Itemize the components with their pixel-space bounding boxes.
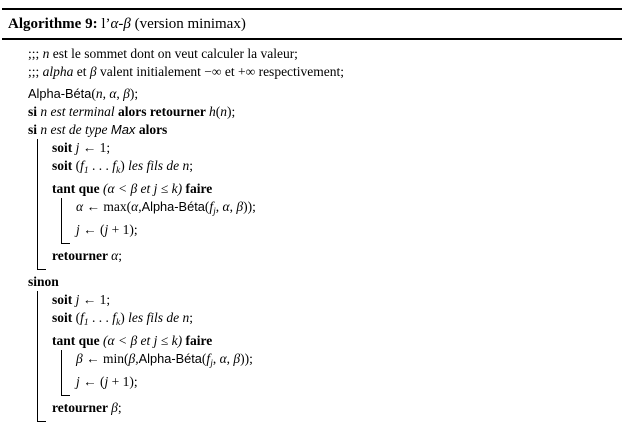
text-segment: Alpha-Béta	[28, 85, 92, 101]
text-segment: retourner	[52, 399, 112, 415]
text-segment: ;	[117, 399, 122, 415]
text-segment: soit	[52, 157, 76, 173]
text-segment: + 1);	[108, 221, 138, 237]
text-segment: (	[204, 198, 210, 214]
text-segment: 1	[83, 317, 89, 328]
algorithm-title	[2, 10, 622, 38]
text-segment: f	[112, 309, 117, 325]
text-segment: f	[80, 309, 84, 325]
text-segment: tant que	[52, 180, 104, 196]
text-segment: les fils de n	[128, 309, 190, 325]
text-segment: j	[104, 373, 109, 389]
text-segment: α	[110, 16, 119, 32]
text-segment: β	[76, 350, 83, 366]
text-segment: k	[116, 317, 121, 328]
beta-update	[76, 350, 622, 373]
text-segment: ← (	[79, 221, 105, 237]
children-list	[52, 309, 622, 332]
text-segment: j	[104, 221, 109, 237]
text-segment: les fils de n	[128, 157, 190, 173]
text-segment: est le sommet dont on veut calculer la valeur;	[49, 45, 298, 61]
min-block	[37, 291, 622, 422]
text-segment: ← 1;	[79, 291, 111, 307]
text-segment: ,	[229, 198, 237, 214]
text-segment: + 1);	[108, 373, 138, 389]
text-segment: )	[120, 309, 129, 325]
text-segment: (α < β et j ≤ k)	[103, 180, 183, 196]
text-segment: j	[213, 206, 216, 217]
text-segment: alors retourner	[118, 103, 209, 119]
text-segment: β	[128, 350, 136, 366]
text-segment: (	[91, 85, 96, 101]
text-segment: ;	[189, 309, 194, 325]
text-segment: ← (	[79, 373, 105, 389]
text-segment: ,	[138, 198, 142, 214]
while-body	[61, 198, 622, 244]
text-segment: valent initialement −∞ et +∞ respectivement;	[96, 63, 345, 79]
text-segment: Max	[110, 121, 136, 137]
increment-j	[76, 221, 622, 239]
text-segment: ← min(	[82, 350, 129, 366]
algorithm-body	[2, 40, 622, 422]
text-segment: f	[80, 157, 84, 173]
text-segment: Alpha-Béta	[138, 350, 202, 366]
text-segment: (	[201, 350, 207, 366]
text-segment: soit	[52, 139, 76, 155]
text-segment: j	[76, 221, 80, 237]
else	[28, 273, 622, 291]
text-segment: n	[220, 103, 227, 119]
text-segment: sinon	[28, 273, 59, 289]
max-block	[37, 139, 622, 270]
text-segment: j	[75, 139, 80, 155]
text-segment: j	[75, 291, 80, 307]
text-segment: α	[222, 198, 230, 214]
text-segment: k	[116, 165, 121, 176]
text-segment: j	[76, 373, 80, 389]
text-segment: f	[112, 157, 117, 173]
text-segment: n est de type	[40, 121, 111, 137]
comment-input	[28, 45, 622, 63]
text-segment: f	[209, 198, 214, 214]
text-segment: (version minimax)	[130, 16, 246, 32]
text-segment: (	[75, 157, 81, 173]
text-segment: ;	[189, 157, 194, 173]
text-segment: alors	[135, 121, 168, 137]
text-segment: ));	[243, 198, 256, 214]
text-segment: l’	[97, 16, 111, 32]
text-segment: faire	[182, 332, 213, 348]
if-terminal	[28, 103, 622, 121]
text-segment: α	[76, 198, 84, 214]
text-segment: . . .	[88, 157, 113, 173]
text-segment: alpha	[42, 63, 74, 79]
text-segment: β	[233, 350, 241, 366]
text-segment: (	[75, 309, 81, 325]
text-segment: β	[123, 16, 131, 32]
text-segment: ,	[226, 350, 234, 366]
text-segment: (α < β et j ≤ k)	[103, 332, 183, 348]
text-segment: β	[89, 63, 97, 79]
text-segment: (	[215, 103, 221, 119]
text-segment: )	[120, 157, 129, 173]
while-body	[61, 350, 622, 396]
text-segment: β	[123, 85, 130, 101]
text-segment: n	[42, 45, 50, 61]
text-segment: soit	[52, 291, 76, 307]
text-segment: . . .	[88, 309, 113, 325]
text-segment: β	[111, 399, 118, 415]
text-segment: ← max(	[83, 198, 132, 214]
text-segment: α	[109, 85, 117, 101]
text-segment: f	[206, 350, 211, 366]
alpha-update	[76, 198, 622, 221]
text-segment: et	[73, 63, 90, 79]
text-segment: soit	[52, 309, 76, 325]
text-segment: ,	[215, 198, 223, 214]
text-segment: ;;;	[28, 45, 43, 61]
text-segment: Alpha-Béta	[141, 198, 205, 214]
init-j	[52, 139, 622, 157]
procedure-signature	[28, 85, 622, 103]
while-condition	[52, 332, 622, 350]
text-segment: α	[131, 198, 139, 214]
text-segment: );	[227, 103, 236, 119]
text-segment: Algorithme 9:	[8, 16, 98, 32]
init-j	[52, 291, 622, 309]
text-segment: ,	[116, 85, 124, 101]
text-segment: ,	[212, 350, 220, 366]
text-segment: ));	[240, 350, 253, 366]
return-beta	[52, 399, 622, 417]
text-segment: 1	[83, 165, 89, 176]
text-segment: n	[95, 85, 103, 101]
text-segment: si	[28, 121, 41, 137]
text-segment: si	[28, 103, 41, 119]
text-segment: retourner	[52, 247, 112, 263]
while-condition	[52, 180, 622, 198]
text-segment: ,	[102, 85, 110, 101]
text-segment: );	[129, 85, 139, 101]
comment-init	[28, 63, 622, 81]
text-segment: ;	[118, 247, 122, 263]
text-segment: faire	[182, 180, 213, 196]
text-segment: -	[118, 16, 124, 32]
text-segment: β	[236, 198, 244, 214]
text-segment: ;;;	[28, 63, 43, 79]
increment-j	[76, 373, 622, 391]
text-segment: ,	[135, 350, 139, 366]
children-list	[52, 157, 622, 180]
text-segment: h	[209, 103, 216, 119]
text-segment: j	[210, 358, 213, 369]
text-segment: α	[219, 350, 227, 366]
text-segment: ← 1;	[79, 139, 111, 155]
text-segment: tant que	[52, 332, 104, 348]
text-segment: n est terminal	[40, 103, 119, 119]
if-max	[28, 121, 622, 139]
text-segment: α	[111, 247, 119, 263]
return-alpha	[52, 247, 622, 265]
